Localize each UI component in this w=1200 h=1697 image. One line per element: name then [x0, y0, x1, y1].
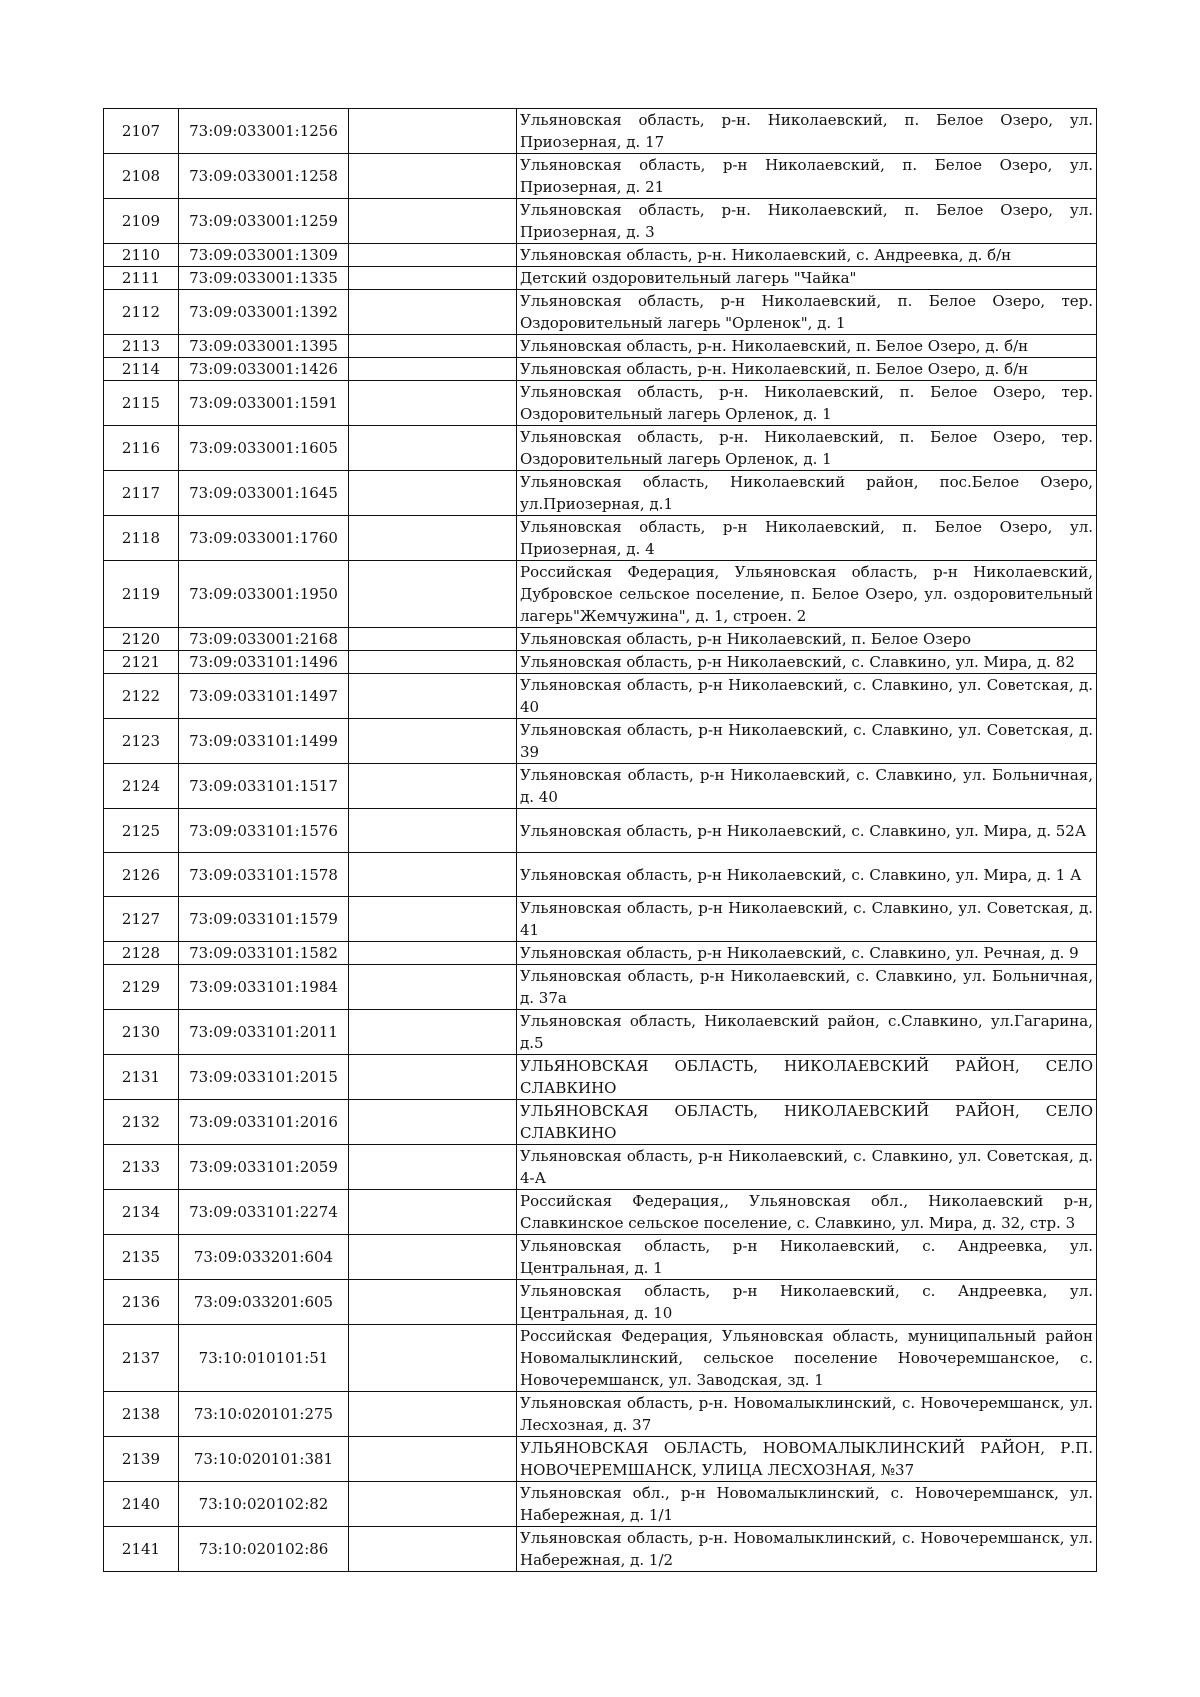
row-number-cell: 2124: [104, 764, 179, 809]
empty-cell: [349, 719, 517, 764]
row-number-cell: 2135: [104, 1235, 179, 1280]
cadastral-number-cell: 73:09:033001:1591: [179, 381, 349, 426]
row-number-cell: 2114: [104, 358, 179, 381]
cadastral-number-cell: 73:10:020101:275: [179, 1392, 349, 1437]
address-cell: Ульяновская область, р-н. Николаевский, п. Белое Озеро, д. б/н: [517, 358, 1097, 381]
table-row: [104, 335, 1097, 358]
cadastral-number-cell: 73:09:033201:604: [179, 1235, 349, 1280]
address-cell: Ульяновская область, р-н Николаевский, с. Славкино, ул. Больничная, д. 40: [517, 764, 1097, 809]
cadastral-number-cell: 73:09:033001:1335: [179, 267, 349, 290]
table-row: [104, 1437, 1097, 1482]
row-number-cell: 2132: [104, 1100, 179, 1145]
address-cell: Российская Федерация, Ульяновская область, р-н Николаевский, Дубровское сельское поселение, п. Белое Озеро, ул. оздоровительный лагерь"Жемчужина", д. 1, строен. 2: [517, 561, 1097, 628]
empty-cell: [349, 1325, 517, 1392]
row-number-cell: 2141: [104, 1527, 179, 1572]
empty-cell: [349, 1392, 517, 1437]
row-number-cell: 2125: [104, 809, 179, 853]
table-row: [104, 267, 1097, 290]
address-cell: Ульяновская область, р-н Николаевский, п. Белое Озеро, ул. Приозерная, д. 21: [517, 154, 1097, 199]
address-cell: Ульяновская область, р-н Николаевский, с. Андреевка, ул. Центральная, д. 1: [517, 1235, 1097, 1280]
row-number-cell: 2113: [104, 335, 179, 358]
address-cell: Ульяновская область, р-н Николаевский, п. Белое Озеро, тер. Оздоровительный лагерь "Орленок", д. 1: [517, 290, 1097, 335]
row-number-cell: 2109: [104, 199, 179, 244]
cadastral-number-cell: 73:10:020101:381: [179, 1437, 349, 1482]
cadastral-number-cell: 73:09:033101:1984: [179, 965, 349, 1010]
empty-cell: [349, 335, 517, 358]
row-number-cell: 2139: [104, 1437, 179, 1482]
cadastral-number-cell: 73:10:020102:86: [179, 1527, 349, 1572]
empty-cell: [349, 1145, 517, 1190]
empty-cell: [349, 1190, 517, 1235]
cadastral-number-cell: 73:09:033001:1392: [179, 290, 349, 335]
address-cell: Ульяновская область, р-н Николаевский, п. Белое Озеро, ул. Приозерная, д. 4: [517, 516, 1097, 561]
empty-cell: [349, 674, 517, 719]
empty-cell: [349, 267, 517, 290]
row-number-cell: 2131: [104, 1055, 179, 1100]
cadastral-number-cell: 73:09:033001:1258: [179, 154, 349, 199]
address-cell: Ульяновская область, р-н. Новомалыклинский, с. Новочеремшанск, ул. Лесхозная, д. 37: [517, 1392, 1097, 1437]
table-row: [104, 1100, 1097, 1145]
registry-table: [103, 108, 1097, 1572]
table-row: [104, 1235, 1097, 1280]
empty-cell: [349, 651, 517, 674]
address-cell: Ульяновская область, р-н. Николаевский, п. Белое Озеро, тер. Оздоровительный лагерь Орленок, д. 1: [517, 381, 1097, 426]
row-number-cell: 2123: [104, 719, 179, 764]
empty-cell: [349, 1280, 517, 1325]
row-number-cell: 2115: [104, 381, 179, 426]
table-row: [104, 719, 1097, 764]
row-number-cell: 2133: [104, 1145, 179, 1190]
cadastral-number-cell: 73:09:033101:1579: [179, 897, 349, 942]
row-number-cell: 2119: [104, 561, 179, 628]
empty-cell: [349, 1482, 517, 1527]
cadastral-number-cell: 73:09:033001:1259: [179, 199, 349, 244]
row-number-cell: 2120: [104, 628, 179, 651]
address-cell: Российская Федерация,, Ульяновская обл., Николаевский р-н, Славкинское сельское поселение, с. Славкино, ул. Мира, д. 32, стр. 3: [517, 1190, 1097, 1235]
table-row: [104, 561, 1097, 628]
table-row: [104, 764, 1097, 809]
empty-cell: [349, 809, 517, 853]
address-cell: Ульяновская обл., р-н Новомалыклинский, с. Новочеремшанск, ул. Набережная, д. 1/1: [517, 1482, 1097, 1527]
table-row: [104, 965, 1097, 1010]
empty-cell: [349, 109, 517, 154]
empty-cell: [349, 516, 517, 561]
address-cell: Детский оздоровительный лагерь "Чайка": [517, 267, 1097, 290]
table-row: [104, 426, 1097, 471]
row-number-cell: 2107: [104, 109, 179, 154]
table-row: [104, 109, 1097, 154]
address-cell: Ульяновская область, р-н Николаевский, с. Славкино, ул. Советская, д. 4-А: [517, 1145, 1097, 1190]
address-cell: Ульяновская область, р-н. Николаевский, с. Андреевка, д. б/н: [517, 244, 1097, 267]
cadastral-number-cell: 73:09:033101:1497: [179, 674, 349, 719]
empty-cell: [349, 1235, 517, 1280]
cadastral-number-cell: 73:09:033001:1309: [179, 244, 349, 267]
address-cell: Ульяновская область, Николаевский район, с.Славкино, ул.Гагарина, д.5: [517, 1010, 1097, 1055]
table-row: [104, 897, 1097, 942]
address-cell: Ульяновская область, р-н Николаевский, с. Славкино, ул. Советская, д. 39: [517, 719, 1097, 764]
table-row: [104, 1010, 1097, 1055]
address-cell: Ульяновская область, р-н Николаевский, с. Славкино, ул. Советская, д. 41: [517, 897, 1097, 942]
row-number-cell: 2126: [104, 853, 179, 897]
row-number-cell: 2140: [104, 1482, 179, 1527]
cadastral-number-cell: 73:09:033101:2274: [179, 1190, 349, 1235]
empty-cell: [349, 471, 517, 516]
empty-cell: [349, 426, 517, 471]
row-number-cell: 2112: [104, 290, 179, 335]
cadastral-number-cell: 73:09:033201:605: [179, 1280, 349, 1325]
table-row: [104, 471, 1097, 516]
row-number-cell: 2116: [104, 426, 179, 471]
row-number-cell: 2122: [104, 674, 179, 719]
cadastral-number-cell: 73:10:010101:51: [179, 1325, 349, 1392]
address-cell: Ульяновская область, р-н Николаевский, п. Белое Озеро: [517, 628, 1097, 651]
empty-cell: [349, 1437, 517, 1482]
table-row: [104, 1325, 1097, 1392]
row-number-cell: 2129: [104, 965, 179, 1010]
address-cell: Ульяновская область, р-н Николаевский, с. Славкино, ул. Советская, д. 40: [517, 674, 1097, 719]
empty-cell: [349, 290, 517, 335]
cadastral-number-cell: 73:09:033001:1645: [179, 471, 349, 516]
table-row: [104, 381, 1097, 426]
cadastral-number-cell: 73:09:033101:2059: [179, 1145, 349, 1190]
empty-cell: [349, 381, 517, 426]
address-cell: УЛЬЯНОВСКАЯ ОБЛАСТЬ, НИКОЛАЕВСКИЙ РАЙОН, СЕЛО СЛАВКИНО: [517, 1055, 1097, 1100]
table-row: [104, 1280, 1097, 1325]
address-cell: УЛЬЯНОВСКАЯ ОБЛАСТЬ, НИКОЛАЕВСКИЙ РАЙОН, СЕЛО СЛАВКИНО: [517, 1100, 1097, 1145]
row-number-cell: 2137: [104, 1325, 179, 1392]
empty-cell: [349, 965, 517, 1010]
address-cell: Ульяновская область, Николаевский район, пос.Белое Озеро, ул.Приозерная, д.1: [517, 471, 1097, 516]
row-number-cell: 2130: [104, 1010, 179, 1055]
row-number-cell: 2136: [104, 1280, 179, 1325]
table-row: [104, 358, 1097, 381]
table-row: [104, 244, 1097, 267]
row-number-cell: 2128: [104, 942, 179, 965]
cadastral-number-cell: 73:09:033001:1950: [179, 561, 349, 628]
cadastral-number-cell: 73:09:033101:1496: [179, 651, 349, 674]
address-cell: Ульяновская область, р-н Николаевский, с. Славкино, ул. Мира, д. 82: [517, 651, 1097, 674]
row-number-cell: 2117: [104, 471, 179, 516]
cadastral-number-cell: 73:10:020102:82: [179, 1482, 349, 1527]
cadastral-number-cell: 73:09:033001:1426: [179, 358, 349, 381]
table-row: [104, 290, 1097, 335]
cadastral-number-cell: 73:09:033101:1582: [179, 942, 349, 965]
cadastral-number-cell: 73:09:033101:1576: [179, 809, 349, 853]
empty-cell: [349, 628, 517, 651]
empty-cell: [349, 764, 517, 809]
address-cell: Ульяновская область, р-н. Николаевский, п. Белое Озеро, тер. Оздоровительный лагерь Орленок, д. 1: [517, 426, 1097, 471]
registry-table-body: [104, 109, 1097, 1572]
table-row: [104, 516, 1097, 561]
cadastral-number-cell: 73:09:033101:1578: [179, 853, 349, 897]
cadastral-number-cell: 73:09:033101:1517: [179, 764, 349, 809]
row-number-cell: 2138: [104, 1392, 179, 1437]
address-cell: Ульяновская область, р-н Николаевский, с. Славкино, ул. Мира, д. 1 А: [517, 853, 1097, 897]
table-row: [104, 674, 1097, 719]
address-cell: Ульяновская область, р-н. Николаевский, п. Белое Озеро, ул. Приозерная, д. 17: [517, 109, 1097, 154]
address-cell: Ульяновская область, р-н Николаевский, с. Славкино, ул. Мира, д. 52А: [517, 809, 1097, 853]
table-row: [104, 1392, 1097, 1437]
row-number-cell: 2108: [104, 154, 179, 199]
address-cell: Ульяновская область, р-н Николаевский, с. Андреевка, ул. Центральная, д. 10: [517, 1280, 1097, 1325]
address-cell: Ульяновская область, р-н. Николаевский, п. Белое Озеро, ул. Приозерная, д. 3: [517, 199, 1097, 244]
cadastral-number-cell: 73:09:033101:1499: [179, 719, 349, 764]
address-cell: Ульяновская область, р-н. Новомалыклинский, с. Новочеремшанск, ул. Набережная, д. 1/2: [517, 1527, 1097, 1572]
table-row: [104, 809, 1097, 853]
address-cell: УЛЬЯНОВСКАЯ ОБЛАСТЬ, НОВОМАЛЫКЛИНСКИЙ РАЙОН, Р.П. НОВОЧЕРЕМШАНСК, УЛИЦА ЛЕСХОЗНАЯ, №37: [517, 1437, 1097, 1482]
table-row: [104, 199, 1097, 244]
empty-cell: [349, 358, 517, 381]
row-number-cell: 2111: [104, 267, 179, 290]
table-row: [104, 1527, 1097, 1572]
empty-cell: [349, 1010, 517, 1055]
cadastral-number-cell: 73:09:033001:1605: [179, 426, 349, 471]
row-number-cell: 2134: [104, 1190, 179, 1235]
table-row: [104, 1055, 1097, 1100]
address-cell: Ульяновская область, р-н Николаевский, с. Славкино, ул. Больничная, д. 37а: [517, 965, 1097, 1010]
empty-cell: [349, 1055, 517, 1100]
empty-cell: [349, 853, 517, 897]
empty-cell: [349, 154, 517, 199]
address-cell: Ульяновская область, р-н Николаевский, с. Славкино, ул. Речная, д. 9: [517, 942, 1097, 965]
empty-cell: [349, 942, 517, 965]
row-number-cell: 2121: [104, 651, 179, 674]
row-number-cell: 2110: [104, 244, 179, 267]
empty-cell: [349, 897, 517, 942]
cadastral-number-cell: 73:09:033001:1760: [179, 516, 349, 561]
row-number-cell: 2118: [104, 516, 179, 561]
cadastral-number-cell: 73:09:033101:2016: [179, 1100, 349, 1145]
row-number-cell: 2127: [104, 897, 179, 942]
table-row: [104, 628, 1097, 651]
table-row: [104, 1190, 1097, 1235]
table-row: [104, 154, 1097, 199]
empty-cell: [349, 244, 517, 267]
table-row: [104, 1482, 1097, 1527]
cadastral-number-cell: 73:09:033001:2168: [179, 628, 349, 651]
cadastral-number-cell: 73:09:033001:1256: [179, 109, 349, 154]
cadastral-number-cell: 73:09:033001:1395: [179, 335, 349, 358]
table-row: [104, 853, 1097, 897]
table-row: [104, 942, 1097, 965]
address-cell: Российская Федерация, Ульяновская область, муниципальный район Новомалыклинский, сельское поселение Новочеремшанское, с. Новочеремшанск, ул. Заводская, зд. 1: [517, 1325, 1097, 1392]
empty-cell: [349, 561, 517, 628]
table-row: [104, 1145, 1097, 1190]
cadastral-number-cell: 73:09:033101:2011: [179, 1010, 349, 1055]
empty-cell: [349, 1100, 517, 1145]
empty-cell: [349, 1527, 517, 1572]
address-cell: Ульяновская область, р-н. Николаевский, п. Белое Озеро, д. б/н: [517, 335, 1097, 358]
cadastral-number-cell: 73:09:033101:2015: [179, 1055, 349, 1100]
empty-cell: [349, 199, 517, 244]
table-row: [104, 651, 1097, 674]
